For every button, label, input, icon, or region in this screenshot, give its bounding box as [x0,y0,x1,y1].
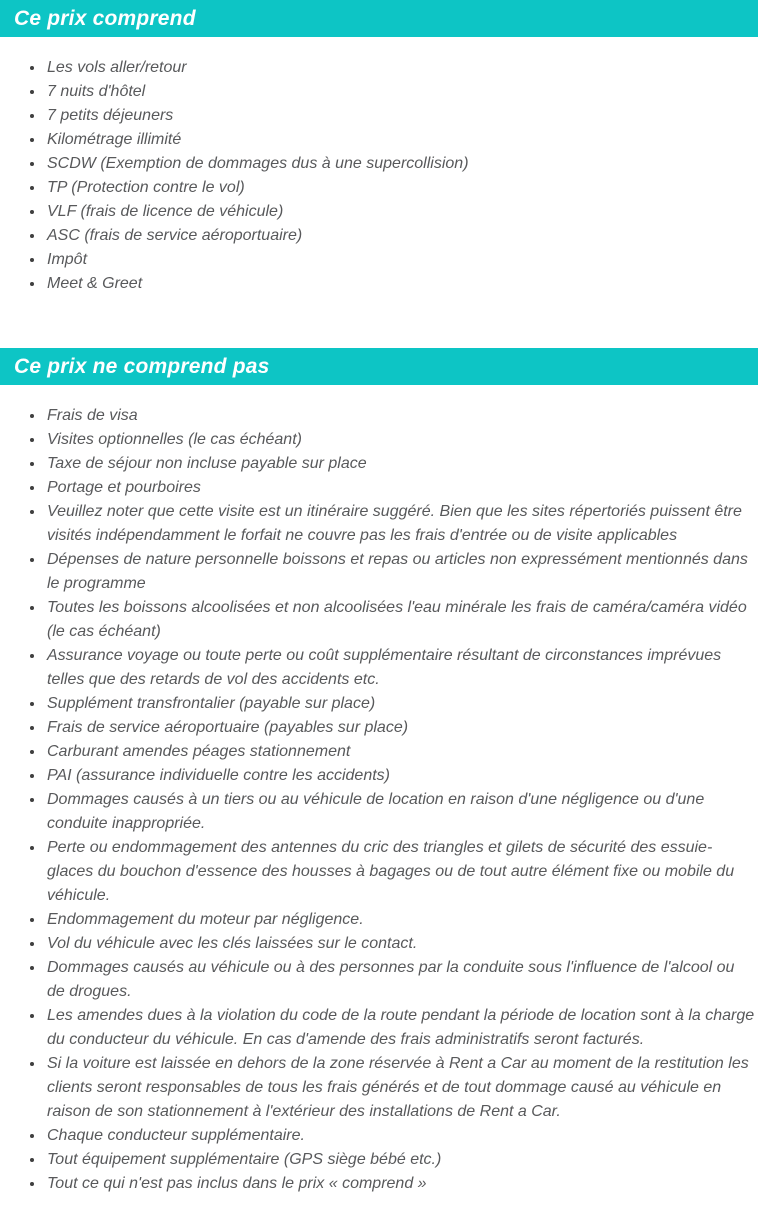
list-item: • Taxe de séjour non incluse payable sur place [45,452,755,476]
list-item: • VLF (frais de licence de véhicule) [45,200,755,224]
list-item: • Visites optionnelles (le cas échéant) [45,428,755,452]
price-excludes-list [0,404,758,1196]
price-includes-header-bar [0,0,758,37]
list-item: • Frais de visa [45,404,755,428]
price-includes-title: Ce prix comprend [14,6,196,30]
price-includes-list [0,56,758,296]
list-item: • Tout équipement supplémentaire (GPS siège bébé etc.) [45,1148,755,1172]
list-item: • Endommagement du moteur par négligence. [45,908,755,932]
list-item: • Carburant amendes péages stationnement [45,740,755,764]
list-item: • Dépenses de nature personnelle boissons et repas ou articles non expressément mentionnés dans le programme [45,548,755,596]
list-item: • SCDW (Exemption de dommages dus à une supercollision) [45,152,755,176]
list-item: • Dommages causés à un tiers ou au véhicule de location en raison d'une négligence ou d'une conduite inappropriée. [45,788,755,836]
list-item: • Chaque conducteur supplémentaire. [45,1124,755,1148]
list-item: • Veuillez noter que cette visite est un itinéraire suggéré. Bien que les sites répertoriés puissent être visités indépendamment le forfait ne couvre pas les frais d'entrée ou de visite applicables [45,500,755,548]
list-item: • Si la voiture est laissée en dehors de la zone réservée à Rent a Car au moment de la restitution les clients seront responsables de tous les frais générés et de tout dommage causé au véhicule en raison de son stationnement à l'extérieur des installations de Rent a Car. [45,1052,755,1124]
list-item: • Portage et pourboires [45,476,755,500]
list-item: • Dommages causés au véhicule ou à des personnes par la conduite sous l'influence de l'alcool ou de drogues. [45,956,755,1004]
price-excludes-title: Ce prix ne comprend pas [14,354,270,378]
list-item: • Assurance voyage ou toute perte ou coût supplémentaire résultant de circonstances imprévues telles que des retards de vol des accidents etc. [45,644,755,692]
price-excludes-header-bar [0,348,758,385]
list-item: • Tout ce qui n'est pas inclus dans le prix « comprend » [45,1172,755,1196]
list-item: • Perte ou endommagement des antennes du cric des triangles et gilets de sécurité des essuie-glaces du bouchon d'essence des housses à bagages ou de tout autre élément fixe ou mobile du véhicule. [45,836,755,908]
section-price-excludes [0,348,758,1196]
list-item: • Kilométrage illimité [45,128,755,152]
list-item: • ASC (frais de service aéroportuaire) [45,224,755,248]
list-item: • PAI (assurance individuelle contre les accidents) [45,764,755,788]
list-item: • Meet & Greet [45,272,755,296]
list-item: • 7 petits déjeuners [45,104,755,128]
list-item: • Les amendes dues à la violation du code de la route pendant la période de location sont à la charge du conducteur du véhicule. En cas d'amende des frais administratifs seront facturés. [45,1004,755,1052]
list-item: • Impôt [45,248,755,272]
section-price-includes [0,0,758,296]
list-item: • Frais de service aéroportuaire (payables sur place) [45,716,755,740]
list-item: • Supplément transfrontalier (payable sur place) [45,692,755,716]
list-item: • Vol du véhicule avec les clés laissées sur le contact. [45,932,755,956]
list-item: • 7 nuits d'hôtel [45,80,755,104]
list-item: • TP (Protection contre le vol) [45,176,755,200]
list-item: • Les vols aller/retour [45,56,755,80]
list-item: • Toutes les boissons alcoolisées et non alcoolisées l'eau minérale les frais de caméra/caméra vidéo (le cas échéant) [45,596,755,644]
